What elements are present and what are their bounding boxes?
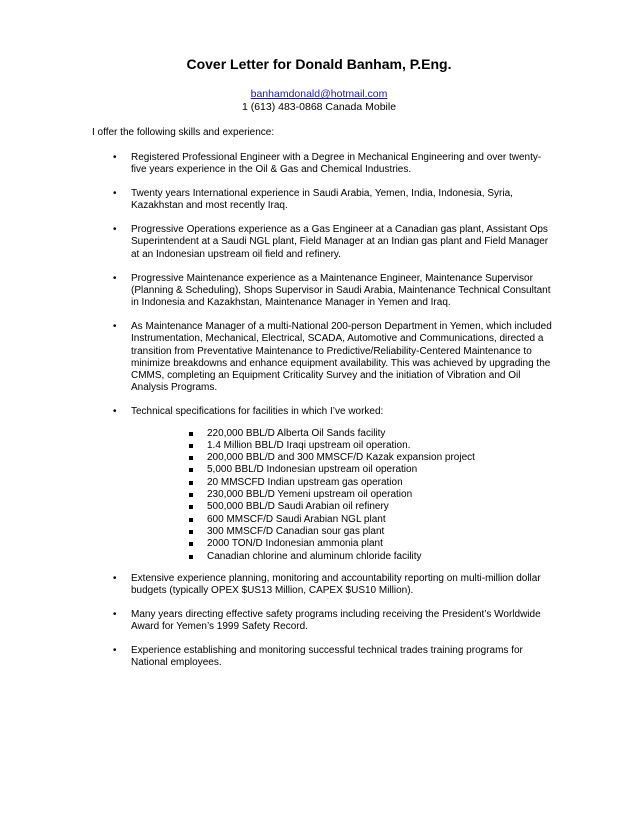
list-item-text: Registered Professional Engineer with a Degree in Mechanical Engineering and over twenty-five years experience in the Oil & Gas and Chemical Industries. xyxy=(131,152,542,176)
square-bullet-icon xyxy=(189,432,193,436)
square-bullet-icon xyxy=(189,444,193,448)
sublist-item xyxy=(131,464,552,476)
bullet-icon: • xyxy=(113,320,117,332)
square-bullet-icon xyxy=(189,542,193,546)
list-item-text: Progressive Maintenance experience as a Maintenance Engineer, Maintenance Supervisor (Planning & Scheduling), Shops Supervisor in Saudi Arabia, Maintenance Technical Consultant in Indonesia and Kazakhstan, Maintenance Manager in Yemen and Iraq. xyxy=(131,272,551,309)
square-bullet-icon xyxy=(189,456,193,460)
sublist-item-text: 300 MMSCF/D Canadian sour gas plant xyxy=(207,525,385,537)
list-item xyxy=(92,188,552,213)
list-item-text: Extensive experience planning, monitoring and accountability reporting on multi-million dollar budgets (typically OPEX $US13 Million, CAPEX $US10 Million). xyxy=(131,572,541,597)
sublist-item-text: 5,000 BBL/D Indonesian upstream oil operation xyxy=(207,464,418,476)
skills-list xyxy=(92,152,552,681)
sublist-item xyxy=(131,428,552,440)
list-item xyxy=(92,273,552,310)
sublist-item xyxy=(131,440,552,452)
sublist-item-text: 600 MMSCF/D Saudi Arabian NGL plant xyxy=(207,513,386,525)
specs-sublist xyxy=(131,428,552,563)
bullet-icon: • xyxy=(113,272,117,284)
list-item xyxy=(92,224,552,261)
sublist-item-text: 230,000 BBL/D Yemeni upstream oil operation xyxy=(207,489,413,501)
square-bullet-icon xyxy=(189,505,193,509)
list-item-text: As Maintenance Manager of a multi-National 200-person Department in Yemen, which included Instrumentation, Mechanical, Electrical, SCADA, Automotive and Communications, directed a transition from Preventative Maintenance to Predictive/Reliability-Centered Maintenance to minimize breakdowns and enhance equipment availability. This was achieved by upgrading the CMMS, completing an Equipment Criticality Survey and the initiation of Vibration and Oil Analysis Programs. xyxy=(131,320,552,394)
email-link[interactable]: banhamdonald@hotmail.com xyxy=(250,88,388,100)
list-item-text: Many years directing effective safety programs including receiving the President’s Worldwide Award for Yemen’s 1999 Safety Record. xyxy=(131,608,541,633)
sublist-item-text: 200,000 BBL/D and 300 MMSCF/D Kazak expansion project xyxy=(207,452,475,464)
intro-text: I offer the following skills and experience: xyxy=(92,127,275,138)
list-item-text: Progressive Operations experience as a Gas Engineer at a Canadian gas plant, Assistant Ops Superintendent at a Saudi NGL plant, Field Manager at an Indian gas plant and Field Manager at an Indonesian upstream oil field and refinery. xyxy=(131,224,549,260)
sublist-item-text: 220,000 BBL/D Alberta Oil Sands facility xyxy=(207,427,386,439)
list-item-specs xyxy=(92,406,552,563)
sublist-item-text: 1.4 Million BBL/D Iraqi upstream oil operation. xyxy=(207,439,411,451)
square-bullet-icon xyxy=(189,555,193,559)
sublist-item xyxy=(131,538,552,550)
sublist-item xyxy=(131,501,552,513)
sublist-item xyxy=(131,526,552,538)
list-item xyxy=(92,609,552,634)
bullet-icon: • xyxy=(113,188,117,200)
bullet-icon: • xyxy=(113,152,117,163)
sublist-item-text: 2000 TON/D Indonesian ammonia plant xyxy=(207,538,383,550)
list-item xyxy=(92,152,552,177)
square-bullet-icon xyxy=(189,493,193,497)
list-item xyxy=(92,645,552,670)
page-title: Cover Letter for Donald Banham, P.Eng. xyxy=(186,56,452,72)
bullet-icon: • xyxy=(113,406,117,418)
sublist-item-text: 500,000 BBL/D Saudi Arabian oil refinery xyxy=(207,501,389,513)
sublist-item xyxy=(131,452,552,464)
square-bullet-icon xyxy=(189,468,193,472)
sublist-item xyxy=(131,477,552,489)
sublist-item-text: Canadian chlorine and aluminum chloride facility xyxy=(207,550,422,562)
list-item xyxy=(92,321,552,395)
list-item-text: Twenty years International experience in Saudi Arabia, Yemen, India, Indonesia, Syria, Kazakhstan and most recently Iraq. xyxy=(131,188,513,212)
bullet-icon: • xyxy=(113,224,117,236)
square-bullet-icon xyxy=(189,518,193,522)
sublist-item xyxy=(131,514,552,526)
list-item xyxy=(92,573,552,598)
phone-number: 1 (613) 483-0868 Canada Mobile xyxy=(241,101,397,113)
specs-heading: Technical specifications for facilities in which I’ve worked: xyxy=(131,406,384,418)
square-bullet-icon xyxy=(189,530,193,534)
sublist-item-text: 20 MMSCFD Indian upstream gas operation xyxy=(207,476,403,488)
bullet-icon: • xyxy=(113,645,117,656)
bullet-icon: • xyxy=(113,572,117,584)
sublist-item xyxy=(131,551,552,563)
sublist-item xyxy=(131,489,552,501)
bullet-icon: • xyxy=(113,608,117,620)
list-item-text: Experience establishing and monitoring successful technical trades training programs for National employees. xyxy=(131,645,523,669)
square-bullet-icon xyxy=(189,481,193,485)
